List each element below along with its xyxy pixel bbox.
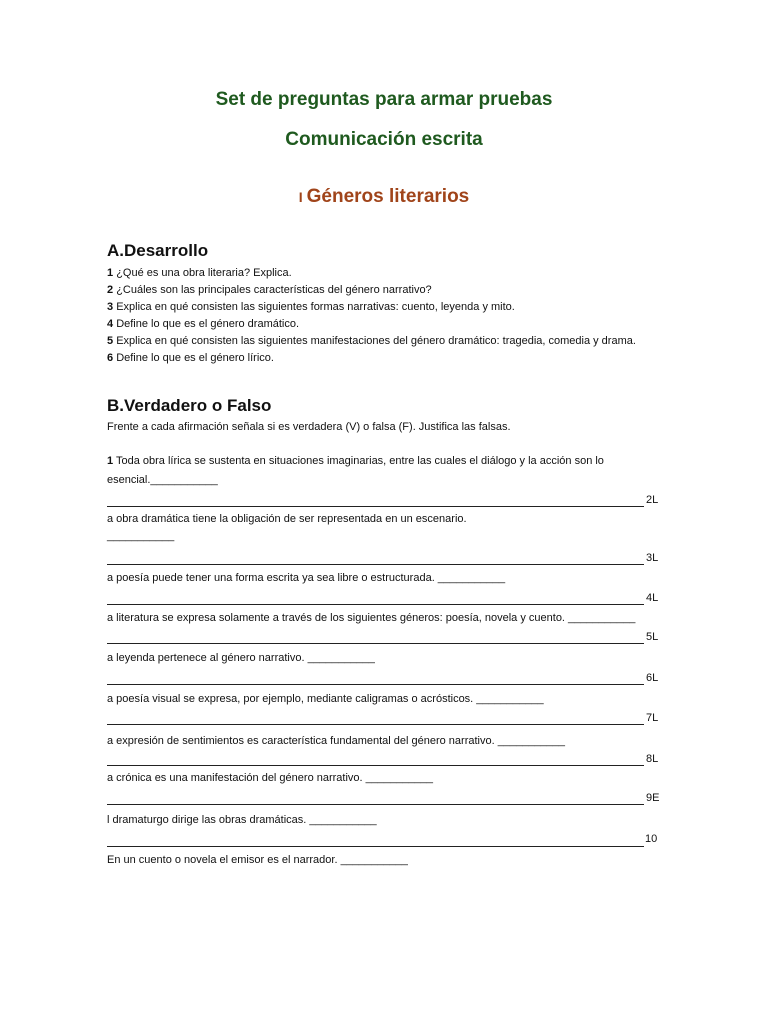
vf-instruction: Frente a cada afirmación señala si es verdadera (V) o falsa (F). Justifica las falsas. xyxy=(107,421,511,433)
list-item: 1 ¿Qué es una obra literaria? Explica. xyxy=(107,267,292,279)
list-item: 2 ¿Cuáles son las principales características del género narrativo? xyxy=(107,284,432,296)
list-item: 6 Define lo que es el género lírico. xyxy=(107,352,274,364)
unit-number: I xyxy=(298,189,303,205)
vf-question-text: a crónica es una manifestación del género narrativo. ___________ xyxy=(107,772,433,784)
question-number: 3L xyxy=(646,552,659,564)
list-item: 3 Explica en qué consisten las siguientes formas narrativas: cuento, leyenda y mito. xyxy=(107,301,515,313)
document-subtitle: Comunicación escrita xyxy=(285,129,483,150)
question-number: 9E xyxy=(646,792,660,804)
question-number: 5L xyxy=(646,631,659,643)
vf-question-text: a poesía puede tener una forma escrita ya sea libre o estructurada. ___________ xyxy=(107,572,506,584)
answer-line[interactable] xyxy=(107,604,644,605)
vf-question-text: a obra dramática tiene la obligación de ser representada en un escenario. xyxy=(107,513,467,525)
answer-line[interactable] xyxy=(107,506,644,507)
vf-question-text: l dramaturgo dirige las obras dramáticas. ___________ xyxy=(107,814,377,826)
question-number: 4L xyxy=(646,592,659,604)
question-number: 8L xyxy=(646,753,659,765)
section-heading-verdadero-falso: B.Verdadero o Falso xyxy=(107,396,272,415)
list-item: 4 Define lo que es el género dramático. xyxy=(107,318,300,330)
question-number: 7L xyxy=(646,712,659,724)
vf-question-text: a expresión de sentimientos es característica fundamental del género narrativo. ___________ xyxy=(107,735,566,747)
unit-title-text: Géneros literarios xyxy=(306,186,470,207)
unit-title xyxy=(0,186,768,208)
vf-question-text: a leyenda pertenece al género narrativo. ___________ xyxy=(107,652,375,664)
question-number: 2L xyxy=(646,494,659,506)
answer-line[interactable] xyxy=(107,765,644,766)
question-number: 6L xyxy=(646,672,659,684)
answer-line[interactable] xyxy=(107,643,644,644)
document-title: Set de preguntas para armar pruebas xyxy=(215,89,553,110)
answer-line[interactable] xyxy=(107,724,644,725)
vf-question-text: a literatura se expresa solamente a través de los siguientes géneros: poesía, novela y cuento. ___________ xyxy=(107,612,636,624)
vf-question-1: 1 Toda obra lírica se sustenta en situaciones imaginarias, entre las cuales el diálogo y la acción son lo xyxy=(107,455,604,467)
vf-question-1-continued: esencial.___________ xyxy=(107,474,218,486)
vf-question-text: En un cuento o novela el emisor es el narrador. ___________ xyxy=(107,854,408,866)
section-heading-desarrollo: A.Desarrollo xyxy=(107,241,209,260)
vf-question-text: a poesía visual se expresa, por ejemplo, mediante caligramas o acrósticos. ___________ xyxy=(107,693,544,705)
blank-line[interactable]: ___________ xyxy=(107,530,175,542)
answer-line[interactable] xyxy=(107,804,644,805)
answer-line[interactable] xyxy=(107,564,644,565)
list-item: 5 Explica en qué consisten las siguientes manifestaciones del género dramático: tragedia, comedia y drama. xyxy=(107,335,636,347)
question-number: 10 xyxy=(645,833,658,845)
desarrollo-question-list xyxy=(107,265,636,367)
answer-line[interactable] xyxy=(107,684,644,685)
answer-line[interactable] xyxy=(107,846,644,847)
